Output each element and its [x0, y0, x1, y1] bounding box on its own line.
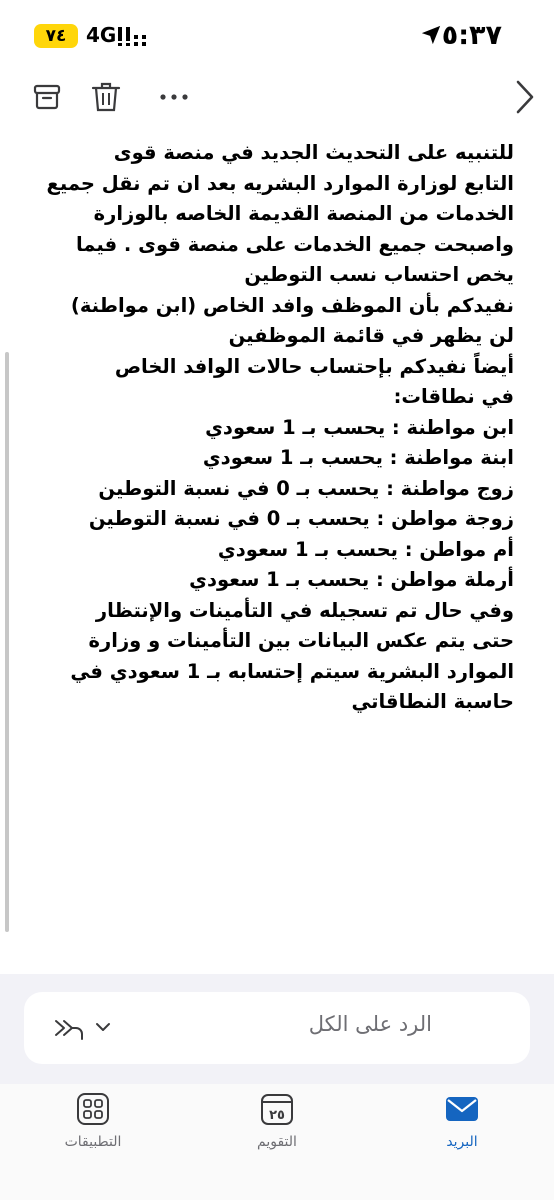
tab-calendar-label: التقويم: [257, 1134, 297, 1150]
tab-apps[interactable]: [33, 1092, 153, 1162]
more-icon[interactable]: [157, 80, 191, 114]
message-line: زوج مواطنة : يحسب بـ 0 في نسبة التوطين: [98, 476, 514, 500]
network-type: 4G: [86, 23, 117, 47]
message-body: [18, 128, 514, 968]
trash-icon[interactable]: [89, 80, 123, 114]
message-line: الخدمات من المنصة القديمة الخاصه بالوزارة: [93, 202, 514, 225]
reply-area: [0, 974, 554, 1084]
message-line: أرملة مواطن : يحسب بـ 1 سعودي: [189, 568, 514, 591]
message-text: [18, 128, 514, 718]
message-line: وفي حال تم تسجيله في التأمينات والإنتظار: [95, 598, 514, 622]
calendar-icon: [260, 1092, 294, 1126]
message-line: للتنبيه على التحديث الجديد في منصة قوى: [113, 141, 514, 164]
message-line: ابنة مواطنة : يحسب بـ 1 سعودي: [202, 446, 514, 469]
chevron-right-icon[interactable]: [514, 78, 536, 116]
scrollbar[interactable]: [5, 352, 9, 932]
message-line: التابع لوزارة الموارد البشريه بعد ان تم نقل جميع: [46, 171, 514, 195]
message-line: الموارد البشرية سيتم إحتسابه بـ 1 سعودي في: [70, 659, 514, 683]
message-line: يخص احتساب نسب التوطين: [244, 263, 514, 286]
battery-level: ٧٤: [45, 26, 67, 46]
mail-icon: [445, 1092, 479, 1126]
bottom-nav: [0, 1084, 554, 1200]
message-line: أيضاً نفيدكم بإحتساب حالات الوافد الخاص: [114, 354, 514, 378]
message-line: ابن مواطنة : يحسب بـ 1 سعودي: [205, 415, 514, 439]
battery-indicator: [34, 24, 78, 48]
message-line: لن يظهر في قائمة الموظفين: [228, 324, 514, 347]
tab-mail-label: البريد: [446, 1134, 478, 1150]
message-line: حتى يتم عكس البيانات بين التأمينات و وزارة: [88, 629, 514, 652]
tab-apps-label: التطبيقات: [64, 1134, 122, 1150]
archive-icon[interactable]: [30, 80, 64, 114]
status-time: ٥:٣٧: [441, 20, 502, 51]
calendar-day: ٢٥: [269, 1108, 285, 1123]
reply-all-label: الرد على الكل: [308, 1012, 432, 1036]
message-line: نفيدكم بأن الموظف وافد الخاص (ابن مواطنة): [70, 293, 514, 317]
message-line: واصبحت جميع الخدمات على منصة قوى . فيما: [75, 232, 514, 256]
tab-mail[interactable]: [402, 1092, 522, 1162]
location-arrow-icon: [420, 24, 442, 46]
message-line: في نطاقات:: [393, 385, 514, 408]
chevron-down-icon[interactable]: [94, 1018, 112, 1036]
apps-grid-icon: [76, 1092, 110, 1126]
signal-icon: [118, 25, 152, 47]
status-bar: [0, 0, 554, 66]
message-line: حاسبة النطاقاتي: [351, 690, 514, 713]
reply-all-button[interactable]: [24, 992, 530, 1064]
message-line: زوجة مواطن : يحسب بـ 0 في نسبة التوطين: [88, 507, 514, 530]
reply-all-icon: [52, 1013, 86, 1043]
tab-calendar[interactable]: [217, 1092, 337, 1162]
message-toolbar: [0, 66, 554, 128]
message-line: أم مواطن : يحسب بـ 1 سعودي: [217, 537, 514, 561]
